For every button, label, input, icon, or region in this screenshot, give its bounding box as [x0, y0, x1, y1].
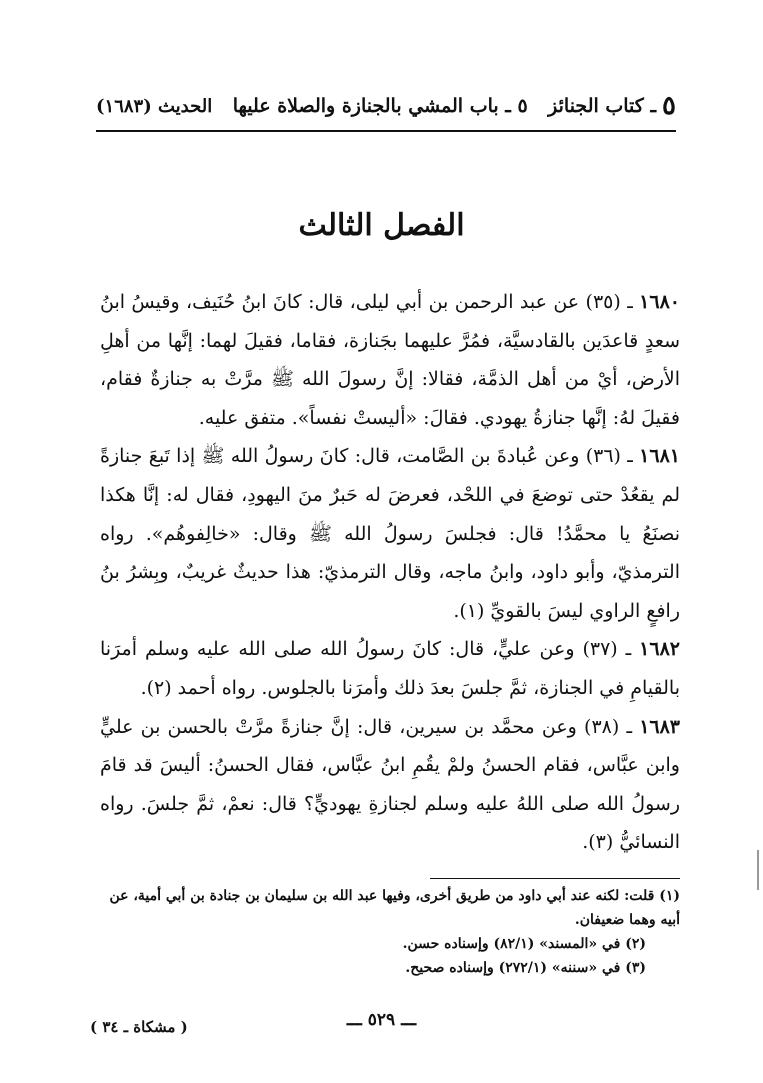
hadith-number: ١٦٨١ [639, 445, 680, 468]
footnote: (٢) في «المسند» (٨٢/١) وإسناده حسن. [402, 936, 646, 952]
hadith-text: ـ (٣٥) عن عبد الرحمن بن أبي ليلى، قال: كانَ ابنُ حُنَيف، وقيسُ ابنُ سعدٍ قاعدَين بالقادسيَّة، فمُرَّ عليهما بجَنازة، فقاما، فقيلَ لهما: إنَّها من أهلِ الأرض، أيْ من أهل الذمَّة، فقالا: إنَّ رسولَ الله ﷺ مرَّتْ به جنازةٌ فقام، فقيلَ لهُ: إنَّها جنازةُ يهودي. فقالَ: «أليستْ نفساً». متفق عليه. [100, 291, 680, 429]
hadith-number: ١٦٨٣ [639, 715, 681, 738]
hadith-paragraph [100, 283, 680, 437]
header-rule [96, 130, 676, 132]
hadith-number: ١٦٨٢ [639, 638, 680, 661]
running-header [96, 86, 676, 126]
footnote: (١) قلت: لكنه عند أبي داود من طريق أخرى، وفيها عبد الله بن سليمان بن جنادة بن أبي أمية، عن أبيه وهما ضعيفان. [109, 888, 680, 928]
section-title: الفصل الثالث [298, 208, 465, 243]
hadith-paragraph [100, 708, 680, 862]
book-number: ٥ [662, 91, 676, 121]
page-number: ـــ ٥٢٩ ـــ [346, 1010, 417, 1030]
hadith-range: الحديث (١٦٨٣) [96, 95, 213, 117]
footnotes [90, 884, 680, 980]
hadith-paragraph [100, 630, 680, 707]
hadith-text: ـ (٣٦) وعن عُبادةَ بن الصَّامت، قال: كانَ رسولُ الله ﷺ إذا تَبعَ جنازةً لم يقعُدْ حتى توضعَ في اللحْد، فعرضَ له حَبرٌ منَ اليهودِ، فقال له: إنَّا هكذا نصنَعُ يا محمَّدُ! قال: فجلسَ رسولُ الله ﷺ وقال: «خالِفوهُم». رواه الترمذيّ، وأبو داود، وابنُ ماجه، وقال الترمذيّ: هذا حديثٌ غريبٌ، وبِشرُ بنُ رافعٍ الراوي ليسَ بالقويِّ (١). [100, 445, 680, 622]
book-title: ـ كتاب الجنائز [548, 95, 657, 117]
hadith-text: ـ (٣٨) وعن محمَّد بن سيرين، قال: إنَّ جنازةً مرَّتْ بالحسن بن عليٍّ وابن عبَّاس، فقام الحسنُ ولمْ يقُمِ ابنُ عبَّاس، فقال الحسنُ: أليسَ قد قامَ رسولُ الله صلى اللهُ عليه وسلم لجنازةِ يهوديٍّ؟ قال: نعمْ، ثمَّ جلسَ. رواه النسائيُّ (٣). [100, 715, 680, 854]
signature-mark: ( مشكاة ـ ٣٤ ) [90, 1018, 188, 1036]
hadith-paragraph [100, 437, 680, 630]
hadith-text: ـ (٣٧) وعن عليٍّ، قال: كانَ رسولُ الله صلى الله عليه وسلم أمرَنا بالقيامِ في الجنازة، ثمَّ جلسَ بعدَ ذلك وأمرَنا بالجلوس. رواه أحمد (٢). [100, 638, 680, 699]
footnote: (٣) في «سننه» (٢٧٢/١) وإسناده صحيح. [405, 960, 646, 976]
footnote-rule [430, 878, 680, 879]
book-heading [548, 91, 676, 121]
chapter-title: ٥ ـ باب المشي بالجنازة والصلاة عليها [232, 95, 528, 117]
hadith-number: ١٦٨٠ [639, 291, 680, 313]
scan-artifact [757, 850, 759, 890]
hadith-body [100, 283, 680, 862]
